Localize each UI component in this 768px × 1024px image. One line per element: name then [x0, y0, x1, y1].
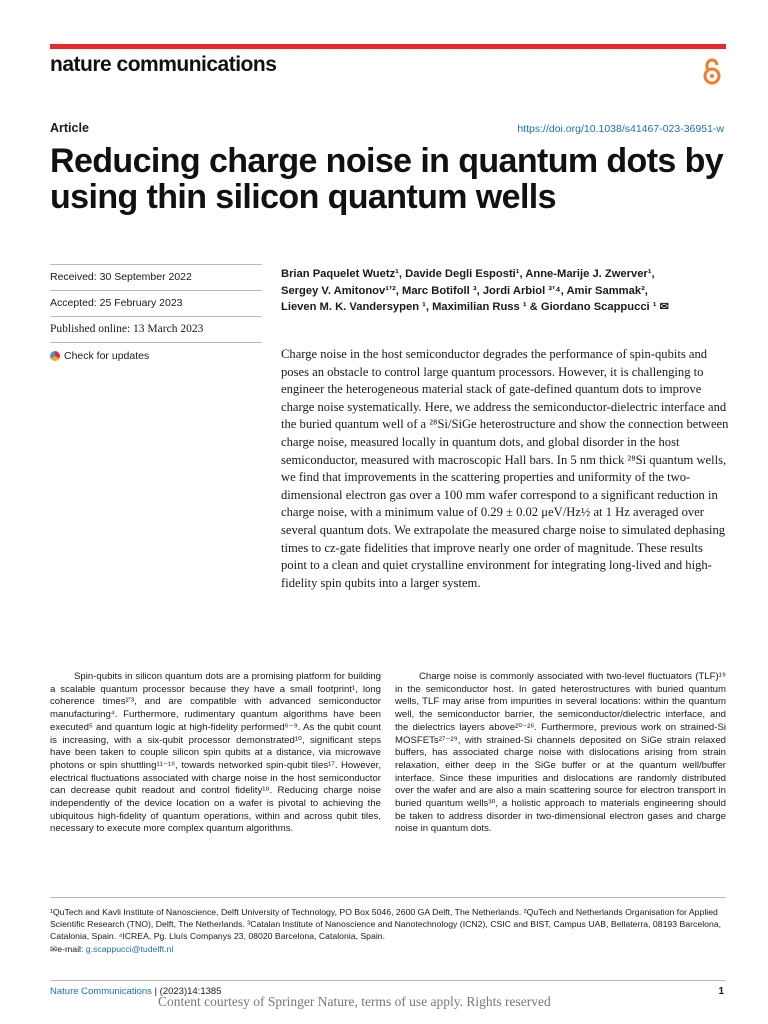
- check-for-updates-label: Check for updates: [64, 349, 150, 362]
- body-column-right: Charge noise is commonly associated with two-level fluctuators (TLF)¹⁹ in the semiconductor host. In gated heterostructures with buried quantum wells, TLF may arise from impurities in several locations: within the quantum well, the semiconductor barrier, the semiconductor/dielectric interface, and the dielectrics layers above²⁰⁻²⁶. Furthermore, previous work on strained-Si MOSFETs²⁷⁻²⁹, with strained-Si channels deposited on SiGe strain relaxed buffers, has associated charge noise with dislocations arising from strain relaxation, either deep in the SiGe buffer or at the quantum well/buffer interface. Since these impurities and dislocations are randomly distributed over the wafer and are also a main scattering source for electron transport in buried quantum wells³⁰, a holistic approach to materials engineering should be taken to address disorder in two-dimensional electron gases and charge noise in quantum dots.: [395, 671, 726, 835]
- email-link[interactable]: g.scappucci@tudelft.nl: [85, 943, 174, 954]
- page-number: 1: [718, 986, 724, 997]
- author-line: Lieven M. K. Vandersypen ¹, Maximilian Russ ¹ & Giordano Scappucci ¹ ✉: [281, 301, 669, 313]
- abstract: Charge noise in the host semiconductor degrades the performance of spin-qubits and poses an obstacle to control large quantum processors. However, it is challenging to engineer the heterogeneous material stack of gate-defined quantum dots to improve charge noise systematically. Here, we address the semiconductor-dielectric interface and the buried quantum well of a ²⁸Si/SiGe heterostructure and show the connection between charge noise, measured locally in quantum dots, and global disorder in the host semiconductor, measured with macroscopic Hall bars. In 5 nm thick ²⁸Si quantum wells, we find that improvements in the scattering properties and uniformity of the two-dimensional electron gas over a 100 mm wafer correspond to a significant reduction in charge noise, with a minimum value of 0.29 ± 0.02 μeV/Hz½ at 1 Hz averaged over several quantum dots. We extrapolate the measured charge noise to simulated dephasing times to cz-gate fidelities that improve nearly one order of magnitude. These results point to a clean and quiet crystalline environment for integrating long-lived and high-fidelity spin qubits into a larger system.: [281, 347, 729, 590]
- author-line: Brian Paquelet Wuetz¹, Davide Degli Esposti¹, Anne-Marije J. Zwerver¹,: [281, 268, 655, 280]
- header-accent-bar: [50, 44, 726, 49]
- article-title: Reducing charge noise in quantum dots by using thin silicon quantum wells: [50, 142, 724, 216]
- published-date: Published online: 13 March 2023: [50, 316, 262, 342]
- footer-divider: [50, 980, 726, 981]
- courtesy-watermark: Content courtesy of Springer Nature, terms of use apply. Rights reserved: [158, 994, 551, 1009]
- affiliation-text: ¹QuTech and Kavli Institute of Nanoscience, Delft University of Technology, PO Box 5046, 2600 GA Delft, The Netherlands. ²QuTech and Netherlands Organisation for Applied Scientific Research (TNO), Delft, The Netherlands. ³Catalan Institute of Nanoscience and Nanotechnology (ICN2), CSIC and BIST, Campus UAB, Bellaterra, 08193 Barcelona, Catalonia, Spain. ⁴ICREA, Pg. Lluís Companys 23, 08020 Barcelona, Catalonia, Spain.: [50, 907, 722, 942]
- accepted-date: Accepted: 25 February 2023: [50, 290, 262, 316]
- affiliations: [50, 906, 726, 955]
- author-list: [281, 266, 726, 316]
- journal-name: nature communications: [50, 53, 277, 76]
- footer-journal-link[interactable]: Nature Communications: [50, 986, 152, 997]
- check-for-updates-icon: [50, 351, 60, 361]
- affiliation-divider: [50, 897, 726, 898]
- check-for-updates-button[interactable]: [50, 342, 262, 368]
- email-label: ✉e-mail:: [50, 943, 86, 954]
- meta-block: [50, 264, 262, 368]
- open-access-icon[interactable]: [702, 58, 722, 86]
- received-date: Received: 30 September 2022: [50, 264, 262, 290]
- doi-link[interactable]: https://doi.org/10.1038/s41467-023-36951-w: [517, 123, 724, 135]
- article-type: Article: [50, 121, 89, 135]
- footer-citation-text: | (2023)14:1385: [151, 986, 222, 997]
- author-line: Sergey V. Amitonov¹ʼ², Marc Botifoll ³, Jordi Arbiol ³ʼ⁴, Amir Sammak²,: [281, 284, 648, 297]
- body-column-left: Spin-qubits in silicon quantum dots are a promising platform for building a scalable quantum processor because they have a small footprint¹, long coherence times²ʼ³, and are compatible with advanced semiconductor manufacturing⁴. Furthermore, rudimentary quantum algorithms have been executed⁵ and quantum logic at high-fidelity performed⁶⁻⁹. As the qubit count is increasing, with a six-qubit processor demonstrated¹⁰, significant steps have been taken to couple silicon spin qubits at a distance, via microwave photons or spin shuttling¹¹⁻¹⁶, towards networked spin-qubit tiles¹⁷. However, electrical fluctuations associated with charge noise in the host semiconductor can decrease qubit readout and control fidelity¹⁸. Reducing charge noise independently of the device location on a wafer is pivotal to achieving the ubiquitous high-fidelity of quantum operations, within and across qubit tiles, necessary to execute more complex quantum algorithms.: [50, 671, 381, 835]
